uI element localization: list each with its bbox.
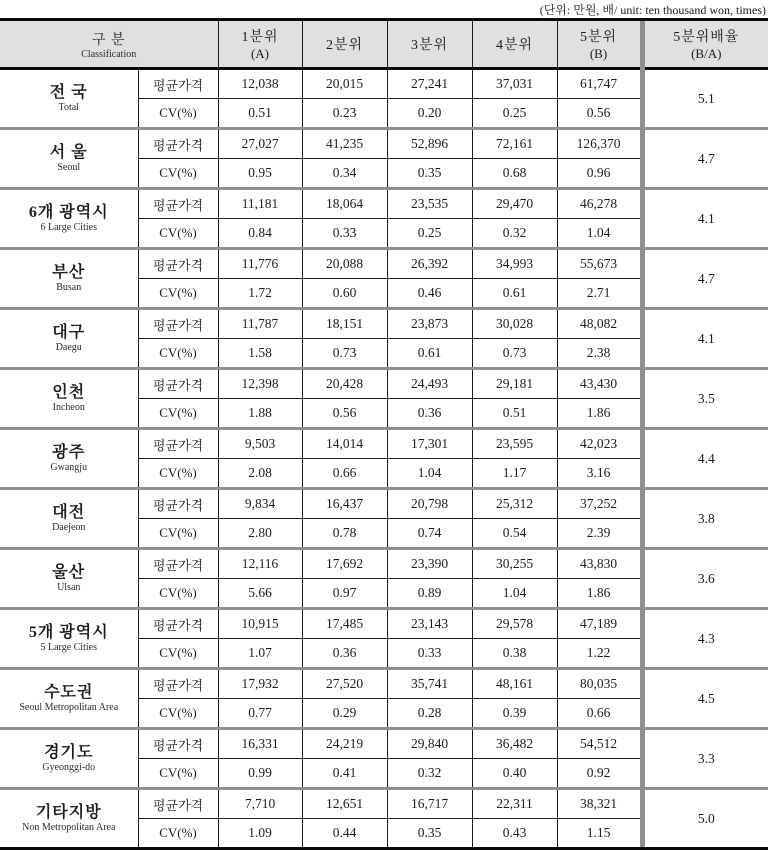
avg-price-value: 14,014 [302, 429, 387, 459]
cv-value: 0.66 [302, 459, 387, 489]
cv-value: 0.66 [557, 699, 642, 729]
header-quintile-5: 5분위 (B) [557, 21, 642, 69]
cv-value: 0.46 [387, 279, 472, 309]
cv-value: 1.04 [472, 579, 557, 609]
cv-value: 0.74 [387, 519, 472, 549]
region-name-en: Gyeonggi-do [42, 762, 96, 774]
avg-price-value: 27,520 [302, 669, 387, 699]
stat-label-cv: CV(%) [138, 219, 218, 249]
avg-price-value: 16,437 [302, 489, 387, 519]
stat-label-avg: 평균가격 [138, 69, 218, 99]
avg-price-value: 43,830 [557, 549, 642, 579]
stat-label-cv: CV(%) [138, 699, 218, 729]
cv-value: 0.97 [302, 579, 387, 609]
region-name-en: Non Metropolitan Area [22, 822, 116, 834]
region-name-en: Gwangju [50, 462, 88, 474]
avg-price-value: 25,312 [472, 489, 557, 519]
stat-label-avg: 평균가격 [138, 789, 218, 819]
stat-label-avg: 평균가격 [138, 429, 218, 459]
quintile-ratio-value: 4.7 [642, 249, 768, 309]
avg-price-value: 126,370 [557, 129, 642, 159]
avg-price-value: 35,741 [387, 669, 472, 699]
cv-value: 0.20 [387, 99, 472, 129]
stat-label-avg: 평균가격 [138, 249, 218, 279]
cv-value: 0.51 [218, 99, 302, 129]
region-name-ko: 울산 [52, 563, 86, 581]
stat-label-cv: CV(%) [138, 159, 218, 189]
cv-value: 0.40 [472, 759, 557, 789]
cv-value: 1.22 [557, 639, 642, 669]
avg-price-value: 29,181 [472, 369, 557, 399]
avg-price-value: 52,896 [387, 129, 472, 159]
unit-note: (단위: 만원, 배/ unit: ten thousand won, times) [539, 3, 766, 17]
cv-value: 0.33 [302, 219, 387, 249]
avg-price-value: 22,311 [472, 789, 557, 819]
region-cell [0, 189, 138, 249]
cv-value: 2.38 [557, 339, 642, 369]
stat-label-avg: 평균가격 [138, 669, 218, 699]
quintile-ratio-value: 3.8 [642, 489, 768, 549]
avg-price-value: 17,932 [218, 669, 302, 699]
cv-value: 0.25 [472, 99, 557, 129]
avg-price-value: 30,255 [472, 549, 557, 579]
table-header [0, 21, 768, 69]
region-name-ko: 5개 광역시 [28, 623, 109, 641]
cv-value: 0.33 [387, 639, 472, 669]
region-cell [0, 729, 138, 789]
region-name-ko: 경기도 [44, 743, 94, 761]
header-quintile-4: 4분위 [472, 21, 557, 69]
avg-price-value: 20,015 [302, 69, 387, 99]
region-cell [0, 429, 138, 489]
region-name-ko: 서 울 [49, 143, 88, 161]
region-name-ko: 기타지방 [35, 803, 102, 821]
region-cell [0, 669, 138, 729]
cv-value: 1.15 [557, 819, 642, 848]
avg-price-value: 23,873 [387, 309, 472, 339]
avg-price-value: 55,673 [557, 249, 642, 279]
avg-price-value: 26,392 [387, 249, 472, 279]
region-name-ko: 인천 [52, 383, 86, 401]
region-name-en: Seoul Metropolitan Area [19, 702, 119, 714]
table-row [0, 309, 768, 339]
region-name-en: Incheon [52, 402, 85, 414]
avg-price-value: 10,915 [218, 609, 302, 639]
quintile-ratio-value: 5.0 [642, 789, 768, 848]
cv-value: 0.84 [218, 219, 302, 249]
cv-value: 0.56 [557, 99, 642, 129]
region-cell [0, 249, 138, 309]
avg-price-value: 12,398 [218, 369, 302, 399]
avg-price-value: 24,219 [302, 729, 387, 759]
avg-price-value: 12,038 [218, 69, 302, 99]
cv-value: 0.34 [302, 159, 387, 189]
table-body [0, 69, 768, 848]
region-name-en: 6 Large Cities [40, 222, 97, 234]
cv-value: 1.04 [387, 459, 472, 489]
header-classification-en: Classification [81, 48, 137, 60]
region-name-ko: 대전 [52, 503, 86, 521]
cv-value: 0.28 [387, 699, 472, 729]
cv-value: 5.66 [218, 579, 302, 609]
quintile-price-table-wrap [0, 18, 768, 850]
cv-value: 0.51 [472, 399, 557, 429]
region-name-en: Busan [56, 282, 82, 294]
stat-label-avg: 평균가격 [138, 189, 218, 219]
cv-value: 1.86 [557, 579, 642, 609]
avg-price-value: 41,235 [302, 129, 387, 159]
avg-price-value: 23,535 [387, 189, 472, 219]
region-name-en: Ulsan [57, 582, 81, 594]
cv-value: 0.39 [472, 699, 557, 729]
cv-value: 1.04 [557, 219, 642, 249]
avg-price-value: 17,692 [302, 549, 387, 579]
table-row [0, 549, 768, 579]
region-name-en: 5 Large Cities [40, 642, 97, 654]
cv-value: 0.78 [302, 519, 387, 549]
avg-price-value: 9,503 [218, 429, 302, 459]
table-row [0, 129, 768, 159]
avg-price-value: 46,278 [557, 189, 642, 219]
quintile-ratio-value: 4.3 [642, 609, 768, 669]
cv-value: 0.92 [557, 759, 642, 789]
stat-label-cv: CV(%) [138, 519, 218, 549]
region-cell [0, 309, 138, 369]
stat-label-avg: 평균가격 [138, 609, 218, 639]
cv-value: 0.25 [387, 219, 472, 249]
cv-value: 2.80 [218, 519, 302, 549]
stat-label-cv: CV(%) [138, 459, 218, 489]
cv-value: 1.17 [472, 459, 557, 489]
cv-value: 0.95 [218, 159, 302, 189]
cv-value: 0.43 [472, 819, 557, 848]
stat-label-cv: CV(%) [138, 399, 218, 429]
cv-value: 0.32 [472, 219, 557, 249]
avg-price-value: 24,493 [387, 369, 472, 399]
cv-value: 0.56 [302, 399, 387, 429]
cv-value: 1.86 [557, 399, 642, 429]
cv-value: 0.54 [472, 519, 557, 549]
region-name-ko: 광주 [52, 443, 86, 461]
table-row [0, 669, 768, 699]
quintile-ratio-value: 4.7 [642, 129, 768, 189]
avg-price-value: 12,116 [218, 549, 302, 579]
avg-price-value: 48,082 [557, 309, 642, 339]
cv-value: 0.32 [387, 759, 472, 789]
stat-label-cv: CV(%) [138, 339, 218, 369]
cv-value: 0.73 [472, 339, 557, 369]
cv-value: 0.38 [472, 639, 557, 669]
cv-value: 0.35 [387, 819, 472, 848]
region-name-ko: 수도권 [44, 683, 94, 701]
header-quintile-3: 3분위 [387, 21, 472, 69]
stat-label-avg: 평균가격 [138, 309, 218, 339]
cv-value: 0.73 [302, 339, 387, 369]
table-row [0, 489, 768, 519]
avg-price-value: 11,776 [218, 249, 302, 279]
region-name-en: Daegu [55, 342, 82, 354]
avg-price-value: 18,064 [302, 189, 387, 219]
table-row [0, 789, 768, 819]
quintile-ratio-value: 4.4 [642, 429, 768, 489]
stat-label-cv: CV(%) [138, 279, 218, 309]
quintile-ratio-value: 4.1 [642, 189, 768, 249]
avg-price-value: 23,595 [472, 429, 557, 459]
avg-price-value: 54,512 [557, 729, 642, 759]
region-name-en: Seoul [57, 162, 81, 174]
cv-value: 0.60 [302, 279, 387, 309]
region-cell [0, 489, 138, 549]
stat-label-avg: 평균가격 [138, 549, 218, 579]
cv-value: 0.23 [302, 99, 387, 129]
stat-label-cv: CV(%) [138, 99, 218, 129]
cv-value: 0.36 [387, 399, 472, 429]
stat-label-avg: 평균가격 [138, 369, 218, 399]
avg-price-value: 47,189 [557, 609, 642, 639]
cv-value: 0.35 [387, 159, 472, 189]
cv-value: 0.68 [472, 159, 557, 189]
avg-price-value: 17,485 [302, 609, 387, 639]
avg-price-value: 9,834 [218, 489, 302, 519]
quintile-ratio-value: 3.6 [642, 549, 768, 609]
stat-label-avg: 평균가격 [138, 129, 218, 159]
cv-value: 0.96 [557, 159, 642, 189]
region-name-ko: 전 국 [49, 83, 88, 101]
quintile-ratio-value: 3.5 [642, 369, 768, 429]
cv-value: 1.72 [218, 279, 302, 309]
avg-price-value: 37,031 [472, 69, 557, 99]
avg-price-value: 34,993 [472, 249, 557, 279]
avg-price-value: 29,578 [472, 609, 557, 639]
cv-value: 2.39 [557, 519, 642, 549]
cv-value: 3.16 [557, 459, 642, 489]
avg-price-value: 18,151 [302, 309, 387, 339]
quintile-price-table [0, 21, 768, 847]
avg-price-value: 27,027 [218, 129, 302, 159]
region-name-ko: 6개 광역시 [28, 203, 109, 221]
table-row [0, 249, 768, 279]
region-cell [0, 369, 138, 429]
cv-value: 0.44 [302, 819, 387, 848]
region-cell [0, 129, 138, 189]
stat-label-cv: CV(%) [138, 759, 218, 789]
avg-price-value: 42,023 [557, 429, 642, 459]
avg-price-value: 48,161 [472, 669, 557, 699]
cv-value: 1.88 [218, 399, 302, 429]
header-classification [0, 21, 218, 69]
table-row [0, 189, 768, 219]
region-name-ko: 대구 [52, 323, 86, 341]
avg-price-value: 16,717 [387, 789, 472, 819]
avg-price-value: 80,035 [557, 669, 642, 699]
avg-price-value: 72,161 [472, 129, 557, 159]
avg-price-value: 23,143 [387, 609, 472, 639]
avg-price-value: 11,787 [218, 309, 302, 339]
avg-price-value: 11,181 [218, 189, 302, 219]
stat-label-cv: CV(%) [138, 819, 218, 848]
avg-price-value: 20,798 [387, 489, 472, 519]
table-row [0, 429, 768, 459]
header-quintile-ratio: 5분위배율 (B/A) [642, 21, 768, 69]
stat-label-cv: CV(%) [138, 579, 218, 609]
header-quintile-1: 1분위 (A) [218, 21, 302, 69]
cv-value: 0.29 [302, 699, 387, 729]
avg-price-value: 27,241 [387, 69, 472, 99]
avg-price-value: 61,747 [557, 69, 642, 99]
avg-price-value: 20,088 [302, 249, 387, 279]
stat-label-avg: 평균가격 [138, 729, 218, 759]
header-classification-ko: 구 분 [91, 32, 126, 48]
region-cell [0, 789, 138, 848]
table-row [0, 369, 768, 399]
avg-price-value: 7,710 [218, 789, 302, 819]
cv-value: 2.08 [218, 459, 302, 489]
region-name-en: Total [58, 102, 79, 114]
header-quintile-2: 2분위 [302, 21, 387, 69]
cv-value: 0.77 [218, 699, 302, 729]
cv-value: 1.07 [218, 639, 302, 669]
cv-value: 0.61 [472, 279, 557, 309]
quintile-ratio-value: 4.1 [642, 309, 768, 369]
quintile-ratio-value: 4.5 [642, 669, 768, 729]
avg-price-value: 29,470 [472, 189, 557, 219]
stat-label-avg: 평균가격 [138, 489, 218, 519]
cv-value: 0.61 [387, 339, 472, 369]
table-row [0, 69, 768, 99]
avg-price-value: 43,430 [557, 369, 642, 399]
avg-price-value: 37,252 [557, 489, 642, 519]
cv-value: 2.71 [557, 279, 642, 309]
avg-price-value: 23,390 [387, 549, 472, 579]
cv-value: 1.58 [218, 339, 302, 369]
cv-value: 0.99 [218, 759, 302, 789]
region-cell [0, 69, 138, 129]
region-name-en: Daejeon [52, 522, 86, 534]
cv-value: 0.89 [387, 579, 472, 609]
avg-price-value: 38,321 [557, 789, 642, 819]
table-row [0, 609, 768, 639]
avg-price-value: 36,482 [472, 729, 557, 759]
cv-value: 0.41 [302, 759, 387, 789]
stat-label-cv: CV(%) [138, 639, 218, 669]
avg-price-value: 20,428 [302, 369, 387, 399]
cv-value: 0.36 [302, 639, 387, 669]
avg-price-value: 29,840 [387, 729, 472, 759]
avg-price-value: 16,331 [218, 729, 302, 759]
avg-price-value: 12,651 [302, 789, 387, 819]
table-row [0, 729, 768, 759]
region-cell [0, 609, 138, 669]
quintile-ratio-value: 5.1 [642, 69, 768, 129]
cv-value: 1.09 [218, 819, 302, 848]
avg-price-value: 30,028 [472, 309, 557, 339]
region-cell [0, 549, 138, 609]
quintile-ratio-value: 3.3 [642, 729, 768, 789]
avg-price-value: 17,301 [387, 429, 472, 459]
region-name-ko: 부산 [52, 263, 86, 281]
